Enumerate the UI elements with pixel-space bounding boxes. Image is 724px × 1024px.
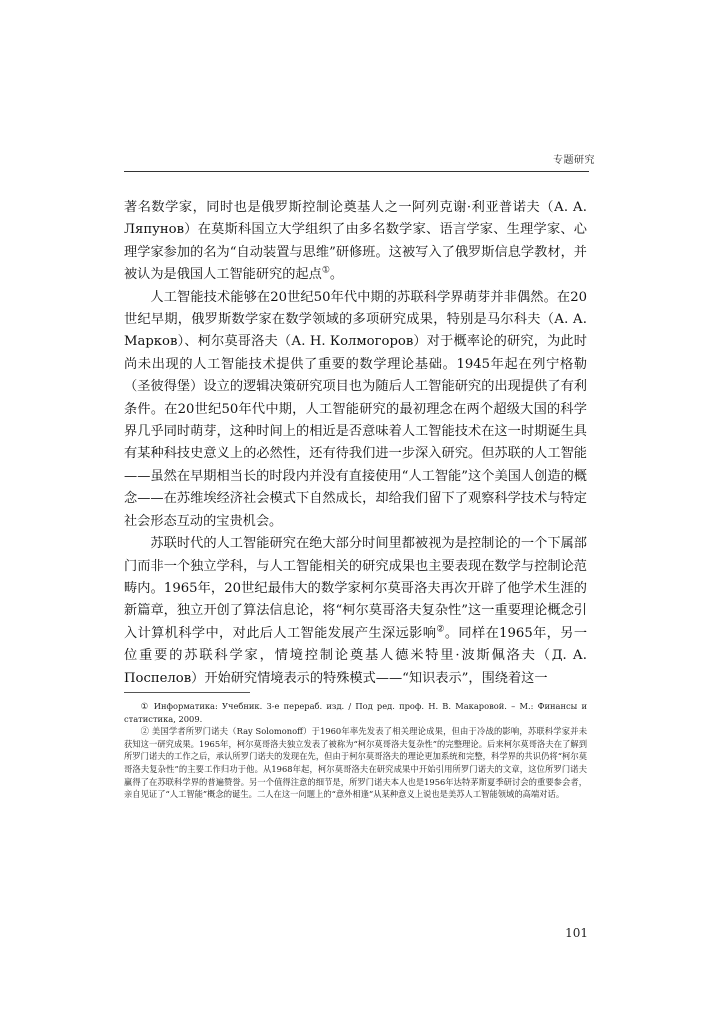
paragraph-3-continuation: 同样在1965年，另一位重要的苏联科学家，情境控制论奠基人德米特里·波斯佩洛夫（Д. А. Поспелов）开始研究情境表示的特殊模式——“知识表示”，围绕着这一 <box>124 625 588 686</box>
paragraph-3-end: 。 <box>444 625 459 641</box>
paragraph-2: 人工智能技术能够在20世纪50年代中期的苏联科学界萌芽并非偶然。在20世纪早期，俄罗斯数学家在数学领域的多项研究成果，特别是马尔科夫（А. А. Марков）、柯尔莫哥洛夫（А. Н. Колмогоров）对于概率论的研究，为此时尚未出现的人工智能技术提供了重要的数学理论基础。1945年起在列宁格勒（圣彼得堡）设立的逻辑决策研究项目也为随后人工智能研究的出现提供了有利条件。在20世纪50年代中期，人工智能研究的最初理念在两个超级大国的科学界几乎同时萌芽，这种时间上的相近是否意味着人工智能技术在这一时期诞生具有某种科技史意义上的必然性，还有待我们进一步深入研究。但苏联的人工智能——虽然在早期相当长的时段内并没有直接使用“人工智能”这个美国人创造的概念——在苏维埃经济社会模式下自然成长，却给我们留下了观察科学技术与特定社会形态互动的宝贵机会。 <box>124 289 587 529</box>
header-rule <box>124 171 589 172</box>
footnote-ref-2[interactable]: ② <box>436 624 445 635</box>
paragraph-1-end: 。 <box>329 267 344 283</box>
footnote-rule <box>124 692 250 693</box>
paragraph-1-text: 著名数学家，同时也是俄罗斯控制论奠基人之一阿列克谢·利亚普诺夫（А. А. Ляпунов）在莫斯科国立大学组织了由多名数学家、语言学家、生理学家、心理学家参加的名为“自动装置与思维”研修班。这被写入了俄罗斯信息学教材，并被认为是俄国人工智能研究的起点 <box>124 200 587 283</box>
paragraph-1 <box>124 197 587 287</box>
paragraph-3-text: 苏联时代的人工智能研究在绝大部分时间里都被视为是控制论的一个下属部门而非一个独立学科，与人工智能相关的研究成果也主要表现在数学与控制论范畴内。1965年，20世纪最伟大的数学家柯尔莫哥洛夫再次开辟了他学术生涯的新篇章，独立开创了算法信息论，将“柯尔莫哥洛夫复杂性”这一重要理论概念引入计算机科学中，对此后人工智能发展产生深远影响 <box>124 536 587 641</box>
main-body-text <box>124 197 587 690</box>
section-header-label: 专题研究 <box>553 155 595 166</box>
footnote-2: ② 美国学者所罗门诺夫（Ray Solomonoff）于1960年率先发表了相关理论成果，但由于冷战的影响，苏联科学家并未获知这一研究成果。1965年，柯尔莫哥洛夫独立发表了被称为“柯尔莫哥洛夫复杂性”的完整理论。后来柯尔莫哥洛夫在了解到所罗门诺夫的工作之后，承认所罗门诺夫的发现在先，但由于柯尔莫哥洛夫的理论更加系统和完整，科学界的共识仍将“柯尔莫哥洛夫复杂性”的主要工作归功于他。从1968年起，柯尔莫哥洛夫在研究成果中开始引用所罗门诺夫的文章，这位所罗门诺夫赢得了在苏联科学界的普遍赞誉。另一个值得注意的细节是，所罗门诺夫本人也是1956年达特茅斯夏季研讨会的重要参会者，亲自见证了“人工智能”概念的诞生。二人在这一问题上的“意外相逢”从某种意义上说也是美苏人工智能领域的高端对话。 <box>124 726 587 800</box>
page-number: 101 <box>565 926 588 940</box>
footnote-1: ① Информатика: Учебник. 3-е перераб. изд. / Под ред. проф. Н. В. Макаровой. – М.: Финансы и статистика, 2009. <box>124 701 587 724</box>
paragraph-3 <box>124 533 587 690</box>
footnotes-section <box>124 700 587 801</box>
footnote-ref-1[interactable]: ① <box>321 265 330 276</box>
